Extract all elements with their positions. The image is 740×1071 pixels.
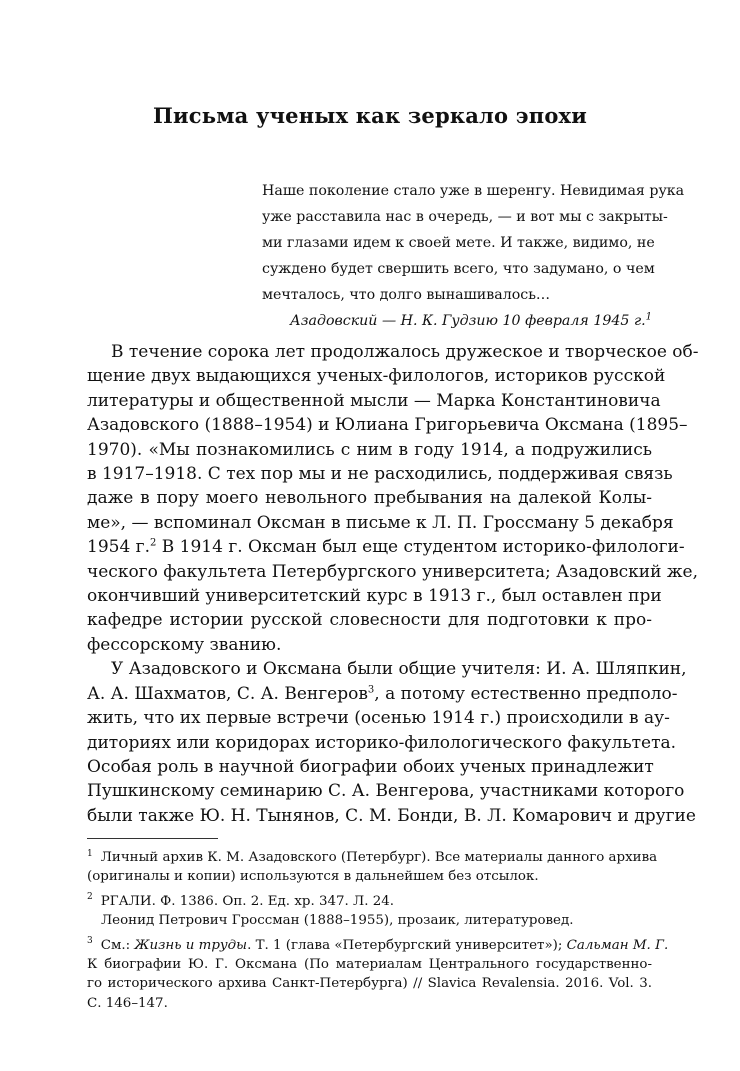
text-line: А. А. Шахматов, С. А. Венгеров$^3$, а потому естественно предполо- xyxy=(87,683,678,704)
footnote-ref[interactable]: 3 xyxy=(367,684,375,696)
text-line: Азадовского (1888–1954) и Юлиана Григорьевича Оксмана (1895– xyxy=(87,415,688,436)
text-line: Пушкинскому семинарию С. А. Венгерова, участниками которого xyxy=(87,781,685,802)
text-line: были также Ю. Н. Тынянов, С. М. Бонди, В. Л. Комарович и другие xyxy=(87,805,696,826)
text-line: У Азадовского и Оксмана были общие учителя: И. А. Шляпкин, xyxy=(111,659,687,680)
epigraph-line: суждено будет свершить всего, что задумано, о чем xyxy=(262,261,655,277)
text-line: В течение сорока лет продолжалось дружеское и творческое об- xyxy=(111,342,699,362)
footnote-ref[interactable]: 2 xyxy=(149,537,157,549)
text-line: кафедре истории русской словесности для подготовки к про- xyxy=(87,610,652,631)
text-line: 1954 г.$^2$ В 1914 г. Оксман был еще студентом историко-филологи- xyxy=(87,537,685,558)
footnote-3: $^3$ См.: Жизнь и труды. Т. 1 (глава «Петербургский университет»); Сальман М. Г. К биографии Ю. Г. Оксмана (По материалам Центрального государственно- го исторического архива Санкт-Петербурга) // Slavica Revalensia. 2016. Vol. 3. С. 146–147. xyxy=(87,936,669,1011)
text-line: в 1917–1918. С тех пор мы и не расходились, поддерживая связь xyxy=(87,464,673,485)
text-line: даже в пору моего невольного пребывания на далекой Колы- xyxy=(87,488,652,509)
text-line: щение двух выдающихся ученых-филологов, историков русской xyxy=(87,366,666,387)
footnotes xyxy=(87,848,669,1018)
text-line: Особая роль в научной биографии обоих ученых принадлежит xyxy=(87,756,654,777)
text-line: 1970). «Мы познакомились с ним в году 1914, а подружились xyxy=(87,439,652,460)
footnote-number: 1 xyxy=(87,848,93,859)
text-line: диториях или коридорах историко-филологического факультета. xyxy=(87,732,677,753)
footnote-2: $^2$ РГАЛИ. Ф. 1386. Оп. 2. Ед. хр. 347. Л. 24. Леонид Петрович Гроссман (1888–1955), прозаик, литературовед. xyxy=(87,892,574,929)
epigraph-line: мечталось, что долго вынашивалось… xyxy=(262,287,551,303)
text-line: окончивший университетский курс в 1913 г., был оставлен при xyxy=(87,586,662,607)
epigraph-line: Наше поколение стало уже в шеренгу. Невидимая рука xyxy=(262,183,685,199)
text-line: ме», — вспоминал Оксман в письме к Л. П. Гроссману 5 декабря xyxy=(87,512,674,533)
page-title: Письма ученых как зеркало эпохи xyxy=(152,103,588,128)
epigraph xyxy=(262,178,685,334)
epigraph-line: ми глазами идем к своей мете. И также, видимо, не xyxy=(262,235,655,251)
text-line: литературы и общественной мысли — Марка Константиновича xyxy=(87,390,661,411)
footnote-divider xyxy=(87,838,218,839)
epigraph-attribution: Азадовский — Н. К. Гудзию 10 февраля 1945 г.$^1$ xyxy=(290,311,652,329)
main-text xyxy=(87,340,699,828)
text-line: жить, что их первые встречи (осенью 1914 г.) происходили в ау- xyxy=(87,708,670,729)
footnote-ref[interactable]: 1 xyxy=(645,311,652,323)
footnote-1: $^1$ Личный архив К. М. Азадовского (Петербург). Все материалы данного архива (оригиналы и копии) используются в дальнейшем без отсылок. xyxy=(87,848,658,885)
text-line: фессорскому званию. xyxy=(87,634,282,655)
text-line: ческого факультета Петербургского университета; Азадовский же, xyxy=(87,561,698,582)
footnote-number: 2 xyxy=(87,892,93,903)
epigraph-line: уже расставила нас в очередь, — и вот мы с закрыты- xyxy=(262,209,668,225)
footnote-number: 3 xyxy=(87,936,93,947)
